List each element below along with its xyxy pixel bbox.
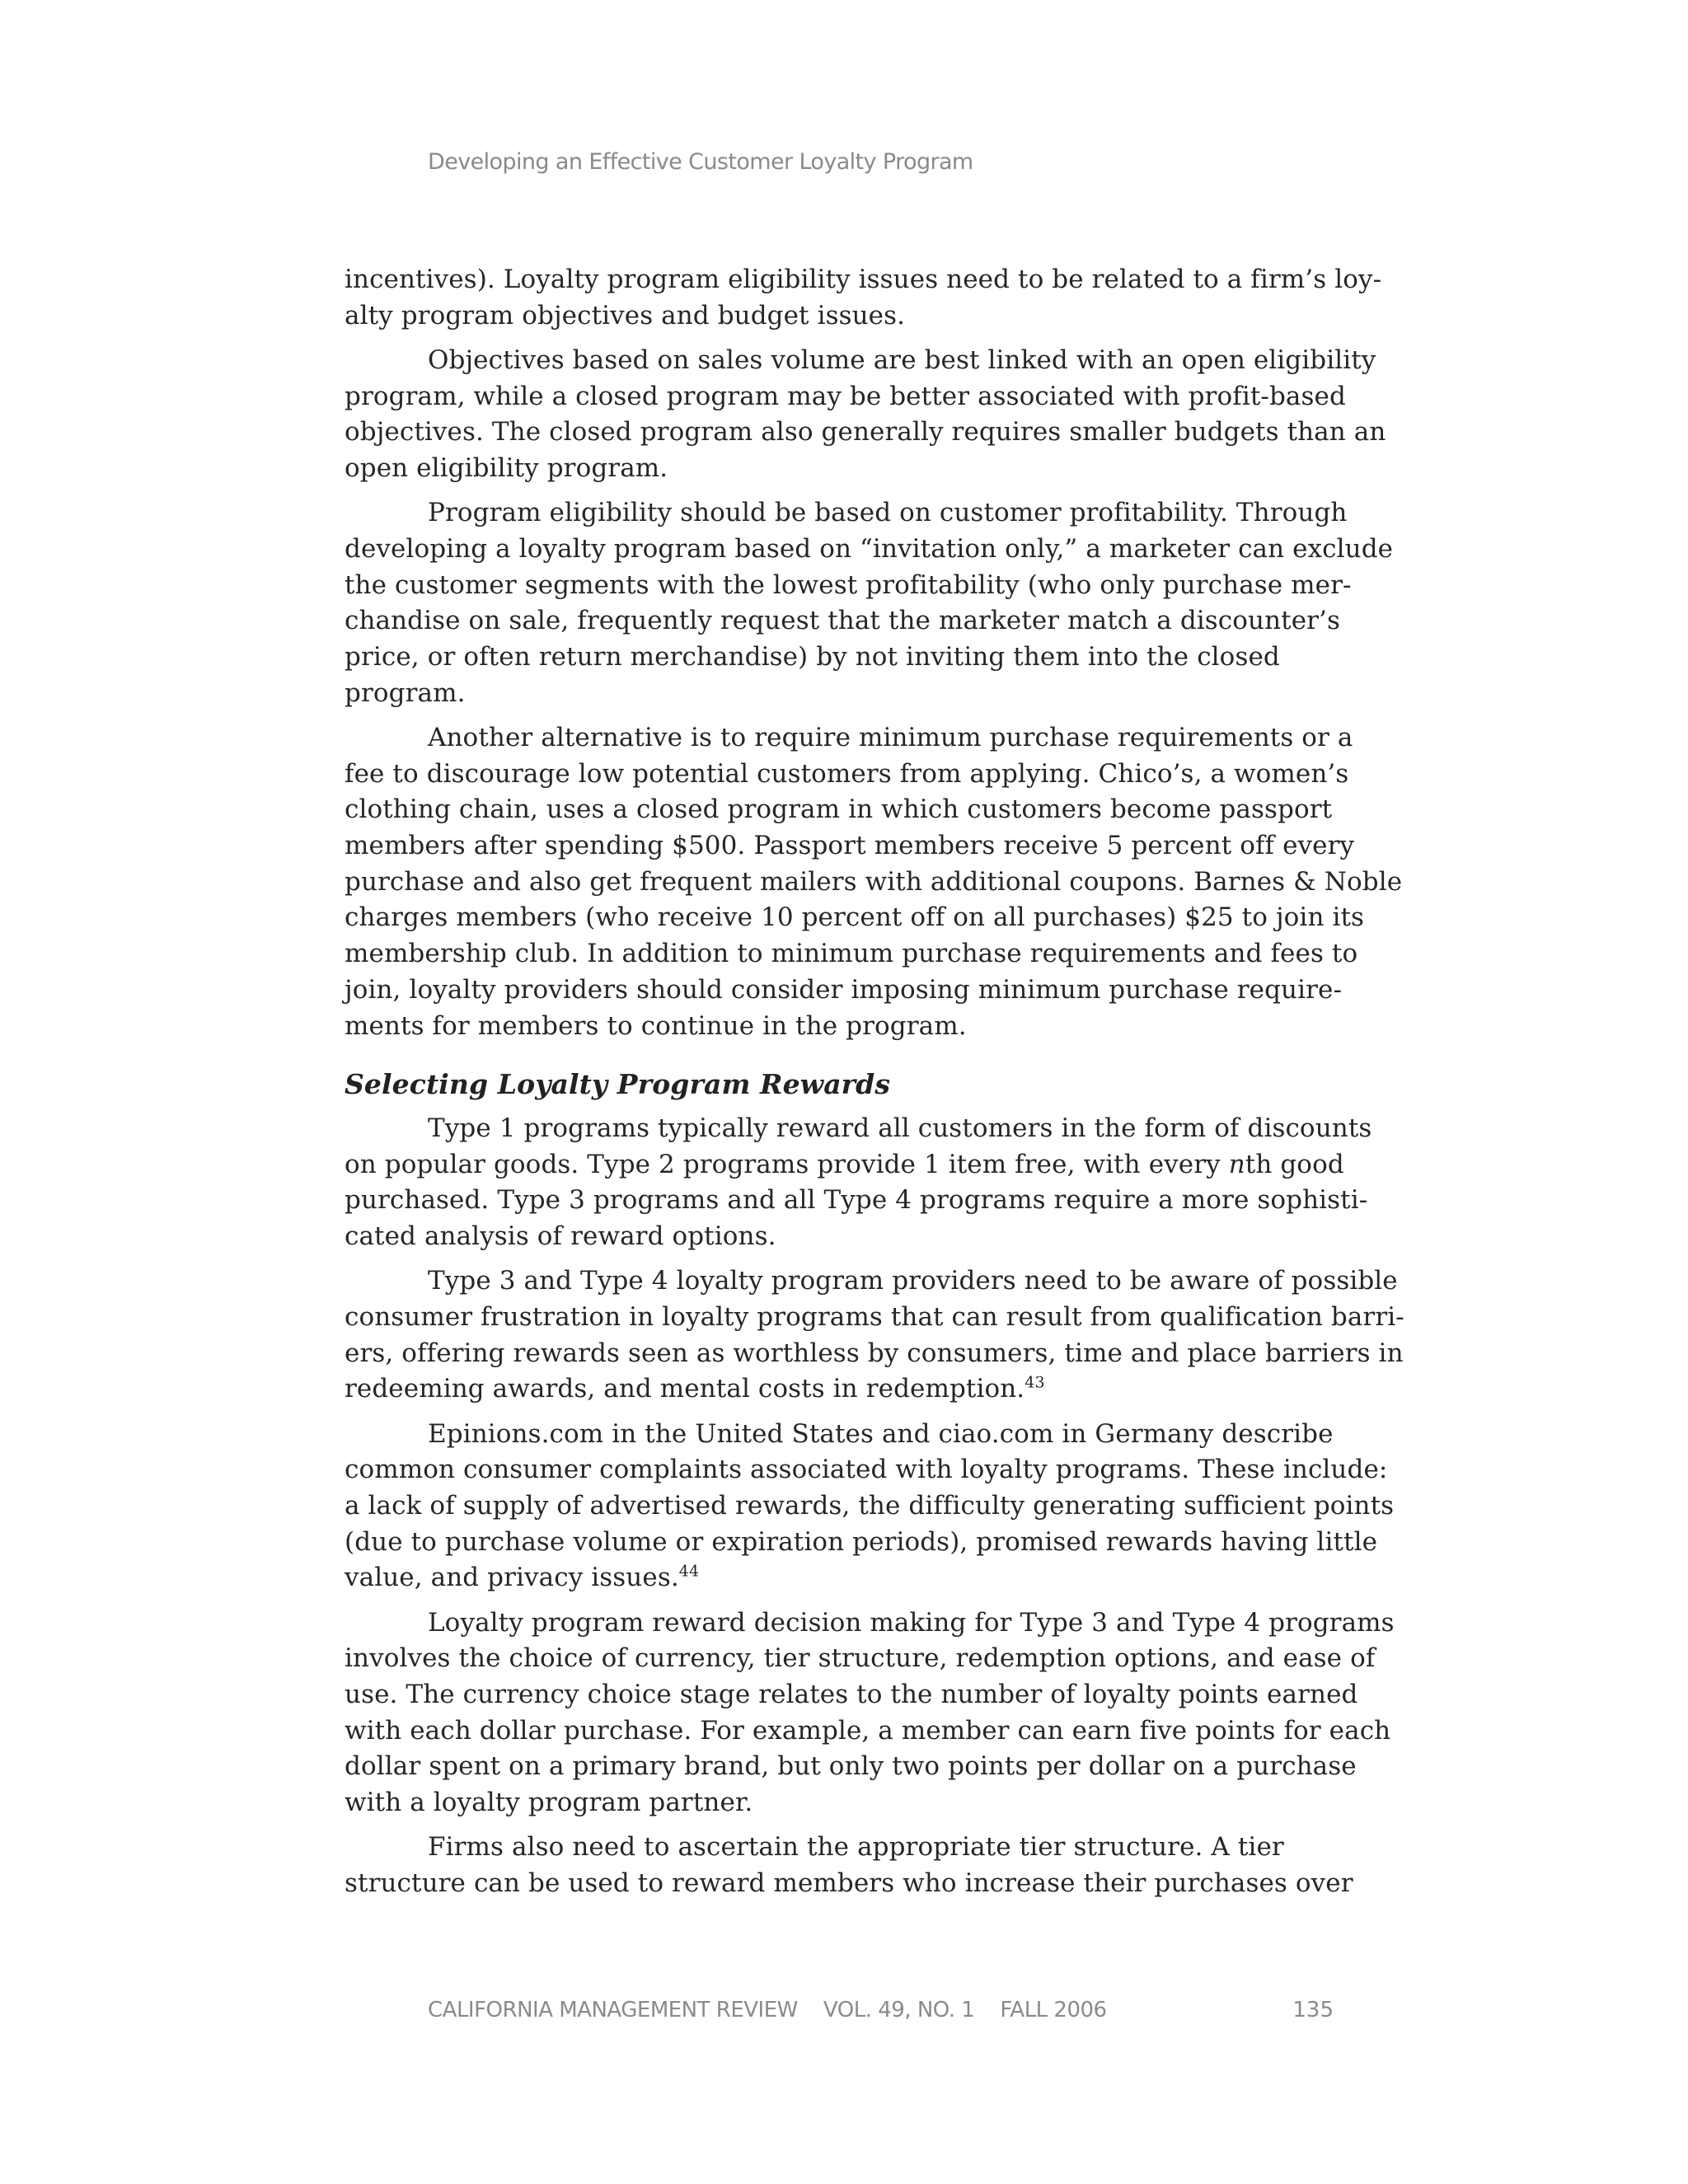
text-line: ments for members to continue in the program. [345, 1010, 967, 1041]
text-line: purchase and also get frequent mailers with additional coupons. Barnes & Noble [345, 866, 1403, 897]
body-paragraph [345, 495, 1394, 711]
body-paragraph [345, 1417, 1395, 1597]
text-line: alty program objectives and budget issues. [345, 300, 906, 330]
text-line: program. [345, 677, 466, 708]
text-line: involves the choice of currency, tier structure, redemption options, and ease of [345, 1643, 1376, 1674]
text-line: Type 3 and Type 4 loyalty program providers need to be aware of possible [428, 1266, 1398, 1296]
footnote-ref: 44 [678, 1563, 700, 1582]
page-number: 135 [1292, 1998, 1334, 2022]
running-header: Developing an Effective Customer Loyalty Program [428, 149, 973, 175]
body-paragraph [345, 343, 1386, 487]
footer-journal-info [428, 1998, 1107, 2022]
text-segment: on popular goods. Type 2 programs provide 1 item free, with every [345, 1149, 1229, 1179]
text-line: objectives. The closed program also generally requires smaller budgets than an [345, 417, 1386, 448]
text-line: cated analysis of reward options. [345, 1221, 776, 1252]
text-line: with each dollar purchase. For example, a member can earn five points for each [345, 1715, 1391, 1746]
body-paragraph [345, 1605, 1395, 1821]
text-line: open eligibility program. [345, 453, 668, 484]
text-line: Firms also need to ascertain the appropriate tier structure. A tier [428, 1832, 1284, 1863]
text-line: program, while a closed program may be better associated with profit-based [345, 381, 1346, 411]
text-line: dollar spent on a primary brand, but only two points per dollar on a purchase [345, 1751, 1357, 1782]
body-paragraph [345, 1830, 1383, 1901]
body-paragraph [345, 720, 1403, 1044]
journal-name: CALIFORNIA MANAGEMENT REVIEW [428, 1998, 798, 2022]
journal-volume: VOL. 49, NO. 1 [823, 1998, 975, 2022]
text-line: clothing chain, uses a closed program in which customers become passport [345, 794, 1333, 825]
text-line: the customer segments with the lowest profitability (who only purchase mer- [345, 569, 1352, 600]
text-line: Another alternative is to require minimum purchase requirements or a [428, 722, 1353, 752]
text-line: Epinions.com in the United States and ciao.com in Germany describe [428, 1418, 1334, 1449]
text-line: chandise on sale, frequently request that the marketer match a discounter’s [345, 606, 1341, 636]
footnote-ref: 43 [1025, 1374, 1045, 1393]
text-line [345, 1371, 1383, 1408]
text-line: Loyalty program reward decision making for Type 3 and Type 4 programs [428, 1607, 1395, 1638]
body-paragraph [345, 1111, 1383, 1255]
text-line: membership club. In addition to minimum purchase requirements and fees to [345, 939, 1358, 969]
text-segment: redeeming awards, and mental costs in redemption. [345, 1374, 1025, 1404]
text-segment: value, and privacy issues. [345, 1563, 679, 1593]
text-line: use. The currency choice stage relates to the number of loyalty points earned [345, 1680, 1358, 1710]
text-line: developing a loyalty program based on “invitation only,” a marketer can exclude [345, 533, 1394, 564]
journal-season: FALL 2006 [1000, 1998, 1107, 2022]
text-line: structure can be used to reward members who increase their purchases over [345, 1868, 1353, 1899]
text-line: members after spending $500. Passport members receive 5 percent off every [345, 831, 1355, 861]
italic-variable: n [1228, 1149, 1245, 1179]
text-line: fee to discourage low potential customers from applying. Chico’s, a women’s [345, 758, 1349, 789]
text-line [345, 1560, 1383, 1596]
text-line: charges members (who receive 10 percent off on all purchases) $25 to join its [345, 902, 1365, 933]
body-paragraph [345, 1263, 1404, 1408]
text-line: (due to purchase volume or expiration periods), promised rewards having little [345, 1526, 1378, 1557]
text-line [345, 1147, 1383, 1183]
text-line: consumer frustration in loyalty programs that can result from qualification barri- [345, 1301, 1404, 1332]
text-line: Type 1 programs typically reward all customers in the form of discounts [428, 1113, 1372, 1143]
text-line: price, or often return merchandise) by not inviting them into the closed [345, 642, 1280, 673]
text-segment: th good [1245, 1149, 1344, 1179]
text-line: incentives). Loyalty program eligibility issues need to be related to a firm’s loy- [345, 265, 1382, 294]
text-line: purchased. Type 3 programs and all Type 4 programs require a more sophisti- [345, 1185, 1368, 1216]
body-paragraph [345, 262, 1383, 334]
text-line: Objectives based on sales volume are best linked with an open eligibility [428, 344, 1376, 375]
section-heading: Selecting Loyalty Program Rewards [345, 1068, 891, 1101]
text-line: with a loyalty program partner. [345, 1788, 753, 1818]
article-body [345, 262, 1404, 1910]
text-line: a lack of supply of advertised rewards, the difficulty generating sufficient points [345, 1491, 1395, 1521]
text-line: common consumer complaints associated with loyalty programs. These include: [345, 1455, 1388, 1485]
text-line: Program eligibility should be based on customer profitability. Through [428, 498, 1348, 528]
text-line: join, loyalty providers should consider imposing minimum purchase require- [345, 974, 1343, 1005]
text-line: ers, offering rewards seen as worthless by consumers, time and place barriers in [345, 1338, 1404, 1368]
